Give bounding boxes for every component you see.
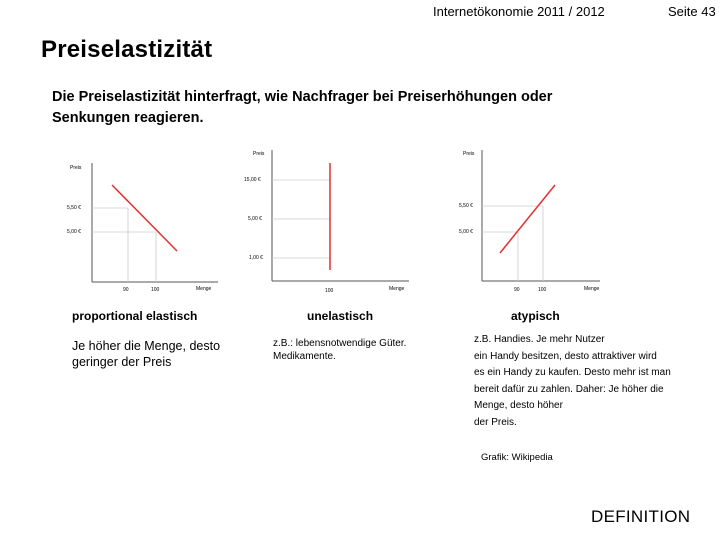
chart-inelastic-ylabel: Preis	[253, 151, 265, 157]
page-number: Seite 43	[668, 4, 716, 19]
description-atypical-line-1: z.B. Handies. Je mehr Nutzer	[474, 334, 605, 345]
chart-elastic-ytick-1: 5,50 €	[67, 205, 81, 211]
chart-inelastic-ytick-2: 5,00 €	[248, 216, 262, 222]
description-atypical-line-2: ein Handy besitzen, desto attraktiver wird	[474, 350, 657, 362]
chart-atypical-xtick-1: 90	[514, 287, 520, 293]
slide-title: Preiselastizität	[41, 36, 213, 63]
description-atypical-line-5: Menge, desto höher	[474, 400, 563, 411]
chart-elastic-ylabel: Preis	[70, 165, 82, 171]
description-atypical-line-6: der Preis.	[474, 416, 517, 428]
description-elastic: Je höher die Menge, desto geringer der Preis	[72, 339, 221, 369]
chart-elastic-xtick-2: 100	[151, 287, 160, 293]
chart-atypical-ytick-1: 5,50 €	[459, 203, 473, 209]
chart-elastic-xtick-1: 90	[123, 287, 129, 293]
image-credit: Grafik: Wikipedia	[481, 452, 553, 463]
chart-atypical-xlabel: Menge	[584, 286, 600, 292]
chart-elastic-ytick-2: 5,00 €	[67, 229, 81, 235]
chart-inelastic-xlabel: Menge	[389, 286, 405, 292]
chart-elastic-xlabel: Menge	[196, 286, 212, 292]
footer-definition: DEFINITION	[591, 507, 691, 526]
chart-atypical-ylabel: Preis	[463, 151, 475, 157]
label-inelastic: unelastisch	[307, 309, 374, 323]
chart-inelastic-xtick-1: 100	[325, 288, 334, 294]
chart-atypical-xtick-2: 100	[538, 287, 547, 293]
description-atypical-line-3: es ein Handy zu kaufen. Desto mehr ist man	[474, 367, 671, 378]
course-title: Internetökonomie 2011 / 2012	[433, 4, 605, 19]
label-elastic: proportional elastisch	[72, 309, 198, 323]
description-atypical-line-4: bereit dafür zu zahlen. Daher: Je höher die	[474, 383, 664, 395]
chart-inelastic-ytick-3: 1,00 €	[249, 255, 263, 261]
description-inelastic: z.B.: lebensnotwendige Güter. Medikamente.	[273, 338, 407, 362]
chart-inelastic-ytick-1: 15,00 €	[244, 177, 261, 183]
slide-subtitle: Die Preiselastizität hinterfragt, wie Nachfrager bei Preiserhöhungen oder Senkungen reagieren.	[52, 89, 553, 126]
chart-atypical-ytick-2: 5,00 €	[459, 229, 473, 235]
label-atypical: atypisch	[511, 309, 560, 323]
description-atypical	[474, 332, 714, 431]
